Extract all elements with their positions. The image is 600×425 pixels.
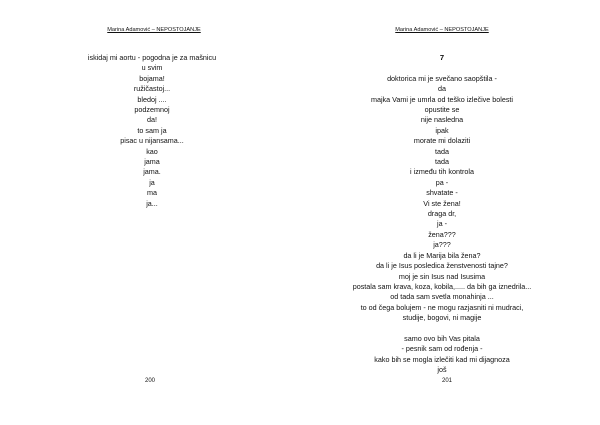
- poem-line: pa -: [435, 177, 449, 187]
- poem-line: shvatate -: [426, 188, 458, 198]
- poem-line: samo ovo bih Vas pitala: [404, 333, 480, 343]
- poem-line: da li je Isus posledica ženstvenosti tajne?: [376, 261, 508, 271]
- poem-line: bledoj ....: [137, 94, 167, 104]
- page-number-right: 201: [441, 378, 452, 384]
- poem-line: nije nasledna: [420, 115, 464, 125]
- poem-line: tada: [435, 146, 449, 156]
- poem-line: [292, 324, 592, 334]
- poem-line: i između tih kontrola: [410, 167, 474, 177]
- poem-line: ja???: [433, 240, 451, 250]
- header-author-title-right: Marina Adamović – NEPOSTOJANJE: [395, 27, 489, 33]
- poem-line: žena???: [428, 229, 456, 239]
- poem-line: moj je sin Isus nad Isusima: [398, 271, 486, 281]
- poem-line: opustite se: [424, 105, 460, 115]
- poem-text-right: [292, 53, 592, 376]
- poem-line: jama.: [143, 167, 161, 177]
- poem-line: kako bih se mogla izlečiti kad mi dijagnoza: [374, 354, 510, 364]
- poem-line: ja -: [437, 219, 447, 229]
- poem-line: - pesnik sam od rođenja -: [401, 344, 483, 354]
- header-author-title-left: Marina Adamović – NEPOSTOJANJE: [107, 27, 201, 33]
- poem-line: u svim: [141, 63, 163, 73]
- poem-line: Vi ste žena!: [423, 198, 461, 208]
- poem-line: tada: [435, 157, 449, 167]
- poem-line: to od čega bolujem - ne mogu razjasniti ni mudraci,: [360, 302, 524, 312]
- poem-line: draga dr,: [427, 209, 457, 219]
- poem-line: majka Vami je umrla od teško izlečive bolesti: [370, 94, 514, 104]
- poem-line: to sam ja: [137, 125, 167, 135]
- poem-line: morate mi dolaziti: [413, 136, 471, 146]
- poem-line: iskidaj mi aortu - pogodna je za mašnicu: [87, 53, 217, 62]
- poem-line: jama: [144, 157, 160, 167]
- poem-line: ma: [147, 188, 157, 198]
- poem-line: da li je Marija bila žena?: [403, 250, 481, 260]
- poem-line: ružičastoj...: [133, 84, 171, 94]
- poem-line: kao: [146, 146, 158, 156]
- poem-line: studije, bogovi, ni magije: [402, 313, 482, 323]
- poem-line: ipak: [435, 125, 449, 135]
- poem-line: pisac u nijansama...: [120, 136, 184, 146]
- poem-line: od tada sam svetla monahinja ...: [390, 292, 494, 302]
- poem-line: podzemnoj: [134, 105, 170, 115]
- page-number-left: 200: [144, 378, 155, 384]
- poem-line: postala sam krava, koza, kobila,..... da bih ga iznedrila...: [352, 281, 532, 291]
- poem-line: da!: [147, 115, 157, 125]
- chapter-number: 7: [439, 53, 445, 62]
- poem-line: ja: [149, 177, 155, 187]
- poem-line: još: [437, 365, 447, 375]
- poem-text-left: [2, 53, 302, 209]
- poem-line: ja...: [146, 198, 158, 208]
- right-page: [300, 0, 600, 425]
- poem-line: doktorica mi je svečano saopštila -: [387, 73, 497, 83]
- running-header-left: [4, 27, 304, 34]
- poem-line: da: [438, 84, 446, 94]
- running-header-right: [292, 27, 592, 34]
- poem-line: bojama!: [139, 73, 165, 83]
